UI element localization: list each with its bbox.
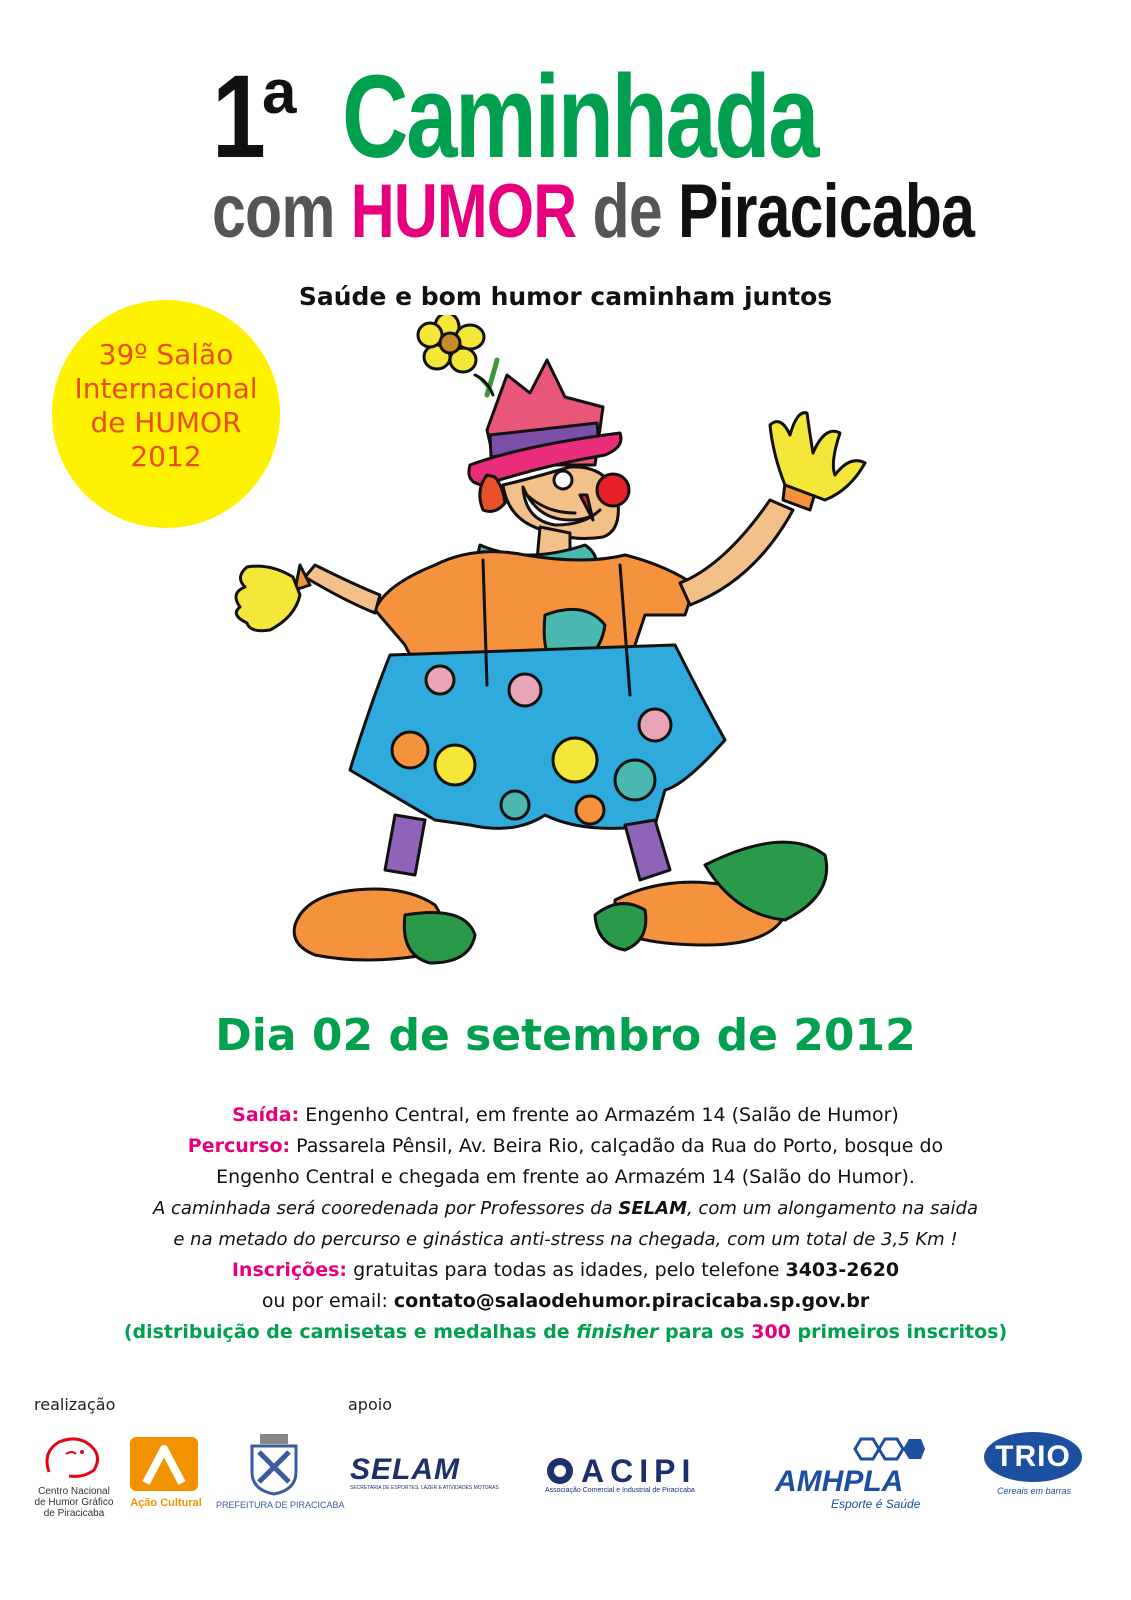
trio-subtitle: Cereais em barras (996, 1486, 1072, 1496)
saida-label: Saída: (232, 1104, 300, 1126)
cnhg-logo (24, 1432, 124, 1522)
title-main: Caminhada (342, 51, 818, 183)
trio-logo (984, 1432, 1084, 1512)
flower-icon (418, 315, 493, 395)
cnhg-line: Centro Nacional (38, 1486, 110, 1497)
dist-c: para os (658, 1321, 752, 1343)
title-word-city: Piracicaba (677, 169, 975, 254)
info-percurso (60, 1131, 1071, 1162)
amhpla-subtitle: Esporte é Saúde (831, 1497, 921, 1511)
event-info (60, 1100, 1071, 1348)
email-text: ou por email: (261, 1290, 394, 1312)
coord-selam: SELAM (618, 1198, 687, 1219)
info-saida (60, 1100, 1071, 1131)
selam-logo (350, 1455, 500, 1505)
selam-name: SELAM (350, 1453, 460, 1486)
amhpla-hexagons-icon (845, 1435, 925, 1463)
cnhg-line: de Piracicaba (43, 1508, 105, 1519)
acipi-name: ACIPI (581, 1453, 697, 1489)
info-inscricoes (60, 1255, 1071, 1286)
prefeitura-logo (216, 1432, 345, 1522)
info-coordination-2: e na metado do percurso e ginástica anti-stress na chegada, com um total de 3,5 Km ! (173, 1229, 958, 1250)
acao-cultural-text: Ação Cultural (130, 1497, 202, 1509)
acipi-subtitle: Associação Comercial e Industrial de Piracicaba (545, 1487, 695, 1494)
dist-finisher: finisher (576, 1321, 659, 1343)
clown-illustration (225, 315, 905, 975)
event-date: Dia 02 de setembro de 2012 (215, 1010, 916, 1061)
apoio-label: apoio (348, 1395, 392, 1414)
acipi-emblem-icon (545, 1456, 575, 1486)
info-email (60, 1286, 1071, 1317)
title-superscript: a (262, 58, 297, 127)
cnhg-line: de Humor Gráfico (34, 1497, 114, 1508)
percurso-label: Percurso: (187, 1135, 291, 1157)
title-subtitle (212, 169, 975, 254)
coord-text-a: A caminhada será cooredenada por Professores da (153, 1198, 619, 1219)
dist-count: 300 (751, 1321, 791, 1343)
inscricoes-text: gratuitas para todas as idades, pelo telefone (347, 1259, 786, 1281)
info-coordination (60, 1193, 1071, 1224)
cnhg-text (24, 1486, 124, 1519)
selam-subtitle: SECRETARIA DE ESPORTES, LAZER E ATIVIDADES MOTORAS (350, 1485, 499, 1491)
title-number: 1 (212, 51, 263, 183)
badge-line: Internacional (74, 372, 258, 405)
inscricoes-label: Inscrições: (231, 1259, 348, 1281)
trio-oval (984, 1432, 1082, 1482)
email-address[interactable]: contato@salaodehumor.piracicaba.sp.gov.br (393, 1290, 870, 1312)
prefeitura-text: PREFEITURA DE PIRACICABA (216, 1500, 345, 1510)
cnhg-face-icon (24, 1432, 124, 1482)
title-word-de: de (592, 169, 662, 254)
realizacao-label: realização (34, 1395, 116, 1414)
amhpla-logo (775, 1435, 935, 1515)
amhpla-name: AMHPLA (775, 1465, 904, 1498)
info-distribution (60, 1317, 1071, 1348)
dist-a: (distribuição de camisetas e medalhas de (123, 1321, 577, 1343)
title-word-humor: HUMOR (350, 169, 577, 254)
coord-text-c: , com um alongamento na saida (686, 1198, 978, 1219)
saida-text: Engenho Central, em frente ao Armazém 14 (Salão de Humor) (299, 1104, 899, 1126)
city-crest-icon (244, 1432, 304, 1496)
dist-e: primeiros inscritos) (790, 1321, 1008, 1343)
tagline: Saúde e bom humor caminham juntos (298, 282, 833, 311)
phone-number: 3403-2620 (785, 1259, 900, 1281)
badge-line: de HUMOR (90, 406, 242, 439)
percurso-text-2: Engenho Central e chegada em frente ao Armazém 14 (Salão do Humor). (216, 1166, 915, 1188)
acao-cultural-logo (128, 1435, 204, 1515)
acao-cultural-icon (128, 1435, 200, 1493)
acipi-logo (545, 1455, 735, 1505)
title-word-com: com (212, 169, 335, 254)
badge-line: 39º Salão (98, 338, 234, 371)
percurso-text-1: Passarela Pênsil, Av. Beira Rio, calçadão da Rua do Porto, bosque do (290, 1135, 944, 1157)
trio-name: TRIO (995, 1440, 1071, 1473)
badge-line: 2012 (130, 440, 202, 473)
